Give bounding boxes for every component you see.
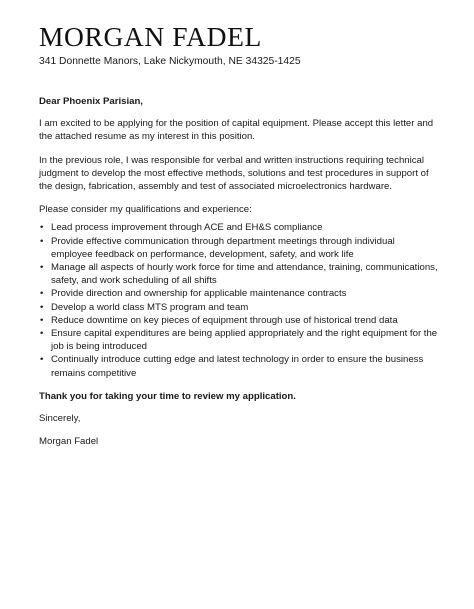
- experience-paragraph: In the previous role, I was responsible for verbal and written instructions requiring technical judgment to develop the most effective methods, solutions and test procedures in support of the design, fabrication, assembly and test of associated microelectronics hardware.: [39, 154, 429, 193]
- list-item: • Lead process improvement through ACE and EH&S compliance: [40, 222, 323, 234]
- bullet-icon: •: [40, 288, 44, 300]
- list-item: • Continually introduce cutting edge and latest technology in order to ensure the business remains competitive: [40, 354, 424, 379]
- applicant-name: MORGAN FADEL: [39, 21, 262, 52]
- qualifications-intro: Please consider my qualifications and experience:: [39, 204, 252, 216]
- letter-body: [39, 95, 439, 458]
- bullet-icon: •: [40, 328, 44, 340]
- list-item: • Develop a world class MTS program and team: [40, 301, 249, 313]
- salutation: Dear Phoenix Parisian,: [39, 96, 143, 107]
- list-item: • Reduce downtime on key pieces of equipment through use of historical trend data: [40, 314, 398, 326]
- bullet-icon: •: [40, 262, 44, 274]
- list-item: • Ensure capital expenditures are being applied appropriately and the right equipment for the job is being introduced: [40, 328, 438, 353]
- bullet-icon: •: [40, 354, 44, 366]
- signoff: Sincerely,: [39, 413, 81, 425]
- list-item: • Manage all aspects of hourly work force for time and attendance, training, communications, safety, and work scheduling of all shifts: [40, 262, 438, 287]
- list-item: • Provide effective communication through department meetings through individual employee feedback on performance, development, safety, and work life: [40, 235, 395, 260]
- intro-paragraph: I am excited to be applying for the position of capital equipment. Please accept this letter and the attached resume as my interest in this position.: [39, 118, 434, 143]
- bullet-icon: •: [40, 222, 44, 234]
- bullet-icon: •: [40, 235, 44, 247]
- signature-name: Morgan Fadel: [39, 436, 99, 448]
- closing-line: Thank you for taking your time to review my application.: [39, 390, 296, 402]
- qualifications-list: [39, 221, 439, 379]
- list-item: • Provide direction and ownership for applicable maintenance contracts: [40, 288, 347, 300]
- bullet-icon: •: [40, 301, 44, 313]
- bullet-icon: •: [40, 314, 44, 326]
- applicant-address: 341 Donnette Manors, Lake Nickymouth, NE 34325-1425: [39, 56, 301, 67]
